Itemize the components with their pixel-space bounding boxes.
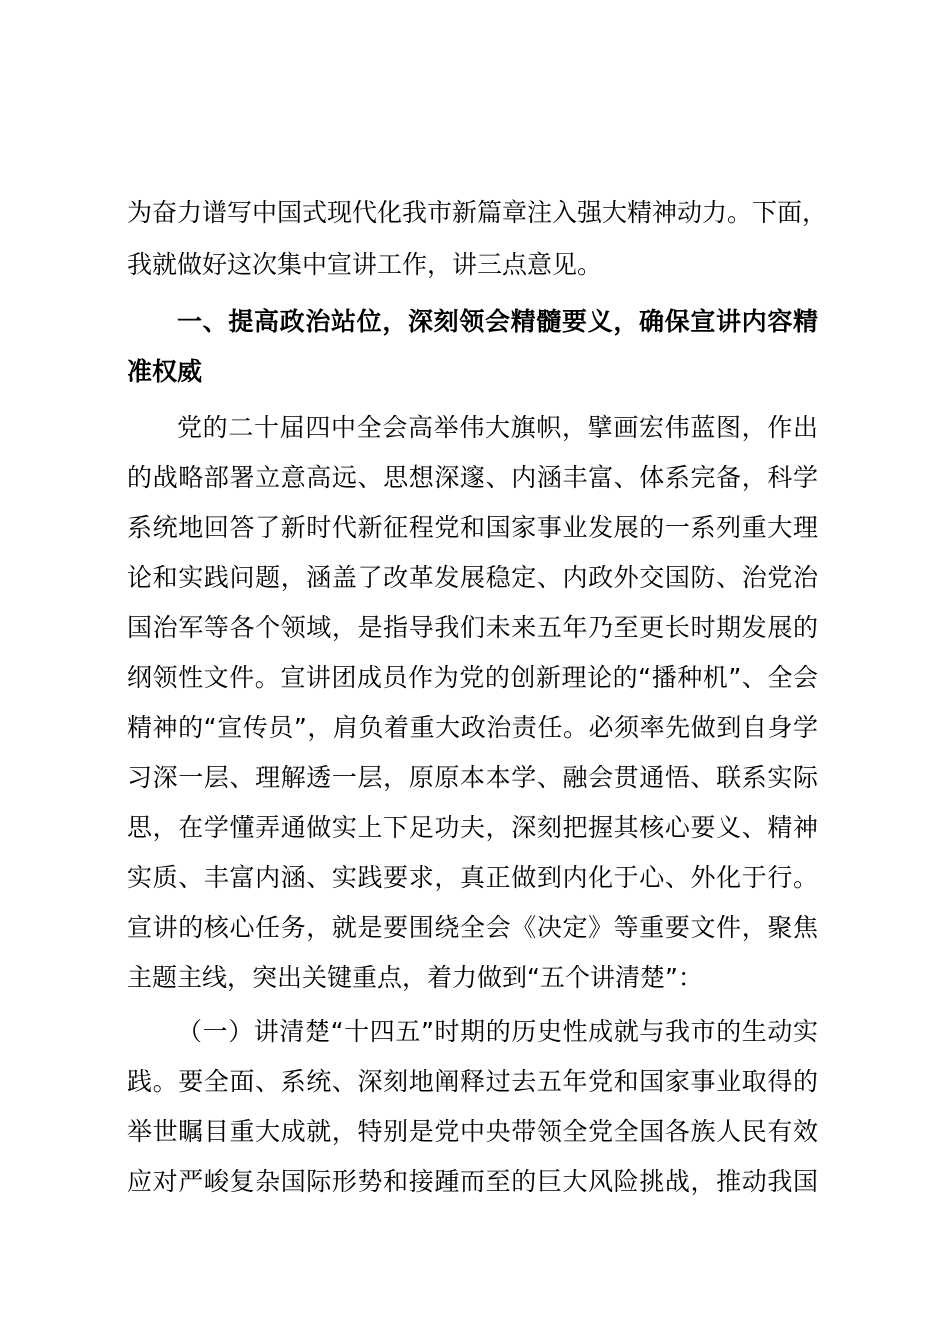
paragraph-line: 国治军等各个领域，是指导我们未来五年乃至更长时期发展的	[127, 613, 818, 642]
paragraph-line: 思，在学懂弄通做实上下足功夫，深刻把握其核心要义、精神	[127, 813, 818, 842]
paragraph-line: 主题主线，突出关键重点，着力做到“五个讲清楚”：	[127, 963, 703, 992]
paragraph-line: 我就做好这次集中宣讲工作，讲三点意见。	[127, 250, 603, 279]
paragraph-line: 系统地回答了新时代新征程党和国家事业发展的一系列重大理	[127, 513, 818, 542]
section-heading-line: 一、提高政治站位，深刻领会精髓要义，确保宣讲内容精	[177, 307, 818, 336]
paragraph-line: 党的二十届四中全会高举伟大旗帜，擘画宏伟蓝图，作出	[177, 413, 818, 442]
paragraph-line: 实质、丰富内涵、实践要求，真正做到内化于心、外化于行。	[127, 863, 818, 892]
paragraph-line: 纲领性文件。宣讲团成员作为党的创新理论的“播种机”、全会	[127, 663, 818, 692]
section-heading-line: 准权威	[127, 357, 203, 386]
paragraph-line: 精神的“宣传员”，肩负着重大政治责任。必须率先做到自身学	[127, 713, 818, 742]
paragraph-line: 应对严峻复杂国际形势和接踵而至的巨大风险挑战，推动我国	[127, 1167, 818, 1196]
paragraph-line: 举世瞩目重大成就，特别是党中央带领全党全国各族人民有效	[127, 1117, 818, 1146]
paragraph-line: 为奋力谱写中国式现代化我市新篇章注入强大精神动力。下面，	[127, 198, 828, 227]
paragraph-line: 习深一层、理解透一层，原原本本学、融会贯通悟、联系实际	[127, 763, 818, 792]
paragraph-line: 宣讲的核心任务，就是要围绕全会《决定》等重要文件，聚焦	[127, 913, 818, 942]
paragraph-line: （一）讲清楚“十四五”时期的历史性成就与我市的生动实	[177, 1017, 818, 1046]
paragraph-line: 践。要全面、系统、深刻地阐释过去五年党和国家事业取得的	[127, 1067, 818, 1096]
paragraph-line: 论和实践问题，涵盖了改革发展稳定、内政外交国防、治党治	[127, 563, 818, 592]
paragraph-line: 的战略部署立意高远、思想深邃、内涵丰富、体系完备，科学	[127, 463, 818, 492]
